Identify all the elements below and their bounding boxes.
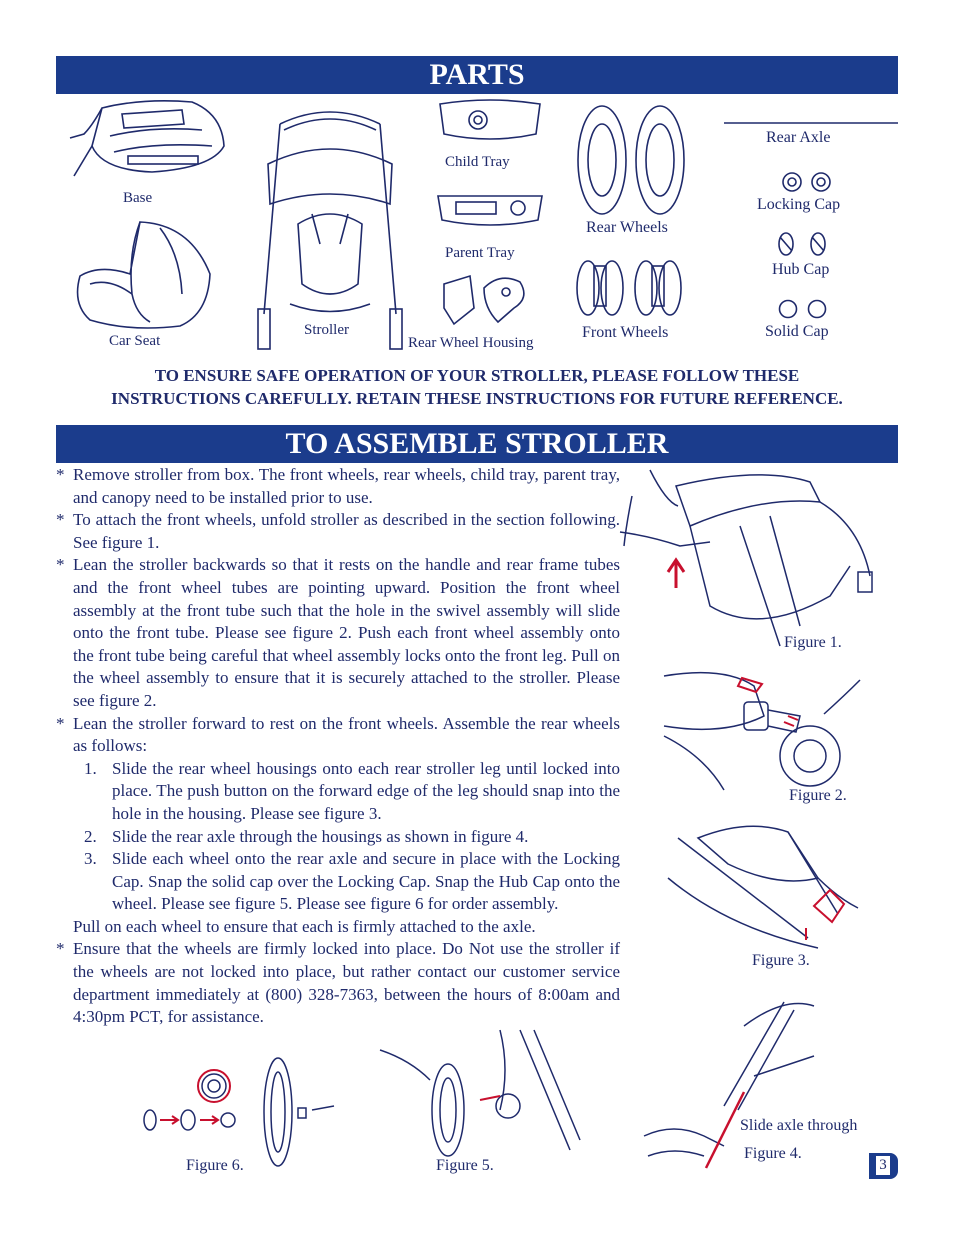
instruction-bullet-3: * Lean the stroller backwards so that it rests on the handle and rear frame tubes and the front wheel tubes are pointing upward. Position the front wheel assembly at the front tube such that the hole in the swivel assembly will slide onto the front tube. Please see figure 2. Push each front wheel assembly onto the front tube being careful that wheel assembly locks onto the front leg. Pull on the wheel assembly to ensure that it is securely attached to the stroller. Please see figure 2.: [56, 555, 620, 710]
instruction-step-1: 1. Slide the rear wheel housings onto each rear stroller leg until locked into place. The push button on the forward edge of the leg should snap into the hole in the housing. Please see figure 3.: [84, 758, 620, 823]
figure-6-label: Figure 6.: [186, 1157, 244, 1174]
solid-cap-illustration: [777, 299, 829, 319]
figure-3-label: Figure 3.: [752, 952, 810, 969]
rear-wheels-illustration: [574, 102, 690, 218]
label-child-tray: Child Tray: [445, 154, 510, 170]
figure-5-illustration: [380, 1030, 580, 1160]
parts-header: PARTS: [56, 56, 898, 94]
figure-3-illustration: [668, 818, 864, 952]
label-hub-cap: Hub Cap: [772, 261, 830, 278]
safety-warning: [56, 364, 898, 410]
instruction-step-3: 3. Slide each wheel onto the rear axle and secure in place with the Locking Cap. Snap the solid cap over the Locking Cap. Snap the Hub Cap onto the wheel. Please see figure 5. Please see figure 6 for order assembly.: [84, 849, 620, 914]
car-seat-illustration: [70, 214, 215, 334]
parent-tray-illustration: [434, 190, 546, 232]
page-number: 3: [876, 1156, 890, 1175]
label-stroller: Stroller: [304, 322, 349, 338]
label-base: Base: [123, 190, 153, 206]
stroller-illustration: [250, 104, 410, 356]
label-rear-wheels: Rear Wheels: [586, 219, 668, 236]
label-locking-cap: Locking Cap: [757, 196, 841, 213]
label-car-seat: Car Seat: [109, 333, 161, 349]
hub-cap-illustration: [776, 231, 828, 257]
label-front-wheels: Front Wheels: [582, 324, 669, 341]
figure-5-label: Figure 5.: [436, 1157, 494, 1174]
warning-line-2: INSTRUCTIONS CAREFULLY. RETAIN THESE INSTRUCTIONS FOR FUTURE REFERENCE.: [111, 389, 843, 408]
assemble-header: TO ASSEMBLE STROLLER: [56, 425, 898, 463]
figure-1-illustration: [620, 466, 878, 656]
warning-line-1: TO ENSURE SAFE OPERATION OF YOUR STROLLER, PLEASE FOLLOW THESE: [154, 366, 800, 385]
figure-2-label: Figure 2.: [789, 787, 847, 804]
label-rear-axle: Rear Axle: [766, 129, 831, 146]
instruction-bullet-2: * To attach the front wheels, unfold stroller as described in the section following. See figure 1.: [56, 510, 620, 552]
label-solid-cap: Solid Cap: [765, 323, 829, 340]
child-tray-illustration: [434, 96, 546, 146]
instruction-bullet-1: * Remove stroller from box. The front wheels, rear wheels, child tray, parent tray, and canopy need to be installed prior to use.: [56, 465, 620, 507]
instruction-bullet-4: * Lean the stroller forward to rest on the front wheels. Assemble the rear wheels as follows:: [56, 713, 620, 756]
locking-cap-illustration: [781, 171, 833, 193]
instruction-step-2: 2. Slide the rear axle through the housings as shown in figure 4.: [84, 826, 529, 846]
figure-6-illustration: [140, 1052, 336, 1172]
figure-1-label: Figure 1.: [784, 634, 842, 651]
rear-wheel-housing-illustration: [440, 268, 532, 332]
front-wheels-illustration: [572, 258, 688, 318]
label-parent-tray: Parent Tray: [445, 245, 515, 261]
figure-4-caption: Slide axle through: [740, 1117, 858, 1134]
instruction-pull: Pull on each wheel to ensure that each is firmly attached to the axle.: [73, 916, 536, 936]
base-illustration: [62, 96, 228, 192]
instruction-bullet-5: * Ensure that the wheels are firmly locked into place. Do Not use the stroller if the wheels are not locked into place, but rather contact our customer service department immediately at (800) 328-7363, between the hours of 8:00am and 4:30pm PCT, for assistance.: [56, 939, 620, 1027]
label-rear-wheel-housing: Rear Wheel Housing: [408, 335, 534, 351]
rear-axle-illustration: [724, 120, 898, 126]
instructions: [56, 464, 620, 1029]
figure-4-label: Figure 4.: [744, 1145, 802, 1162]
figure-2-illustration: [664, 666, 864, 790]
